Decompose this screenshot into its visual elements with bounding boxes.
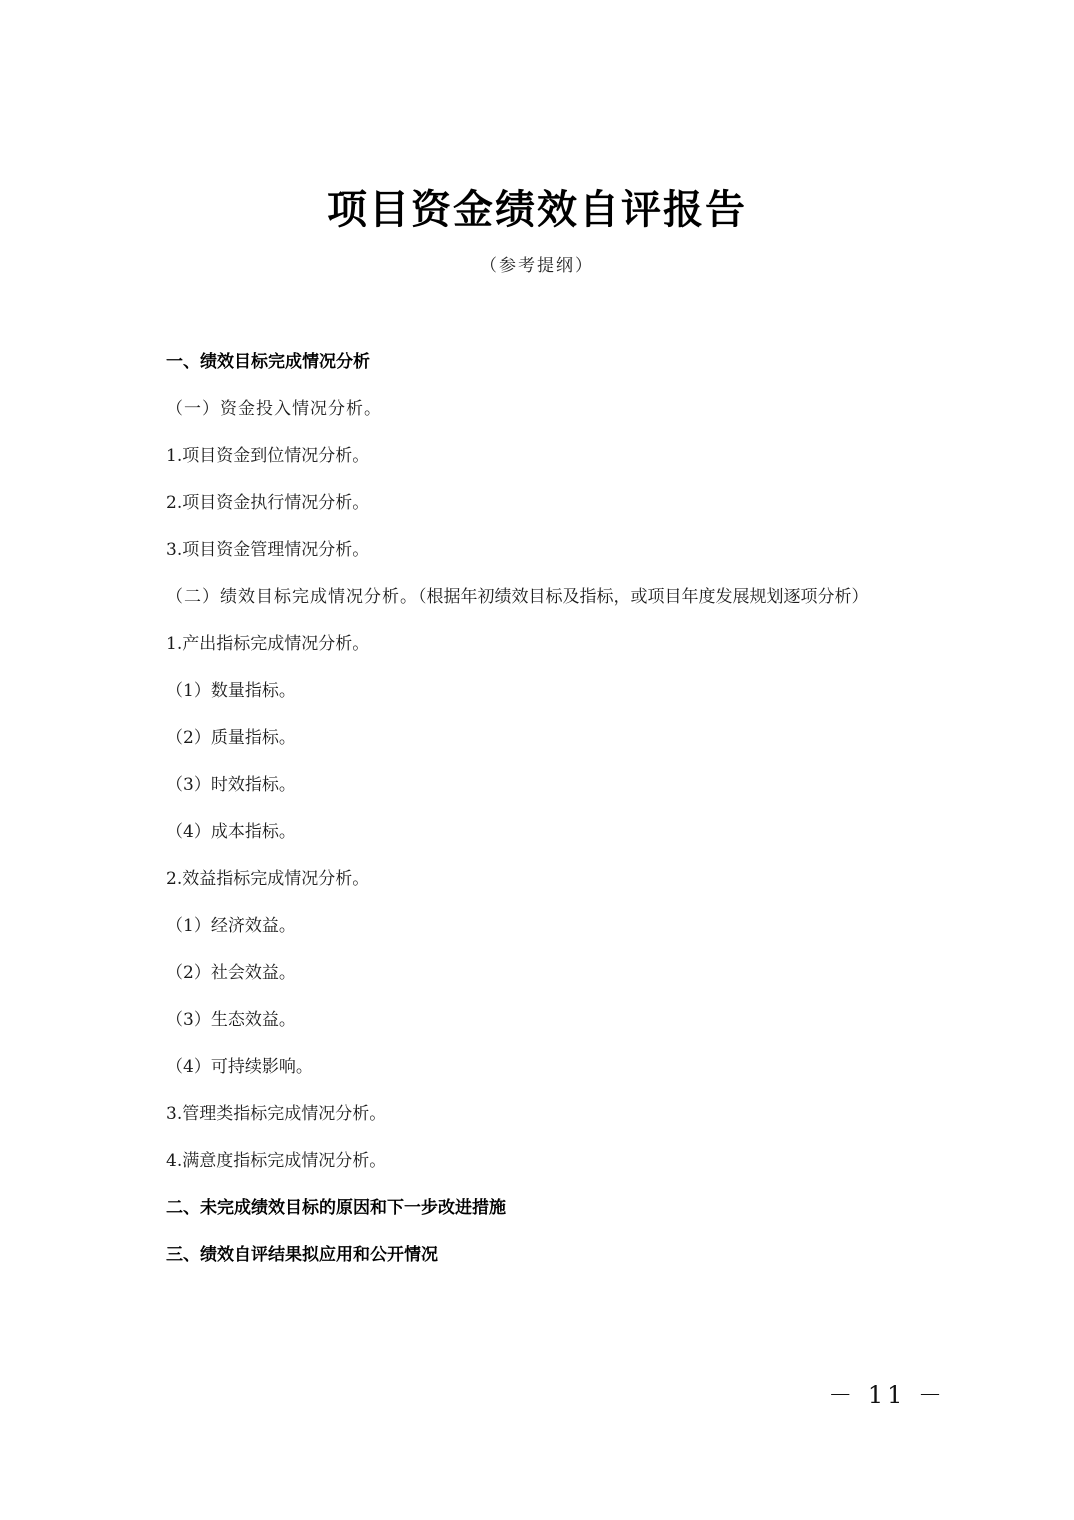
outline <box>166 347 966 1287</box>
outline-item: 3.管理类指标完成情况分析。 <box>166 1104 387 1124</box>
page-number: － 11 － <box>828 1381 946 1409</box>
document-title: 项目资金绩效自评报告 <box>327 187 747 233</box>
outline-item: （1）经济效益。 <box>166 916 296 936</box>
outline-item: 2.项目资金执行情况分析。 <box>166 493 370 513</box>
section-heading-3: 三、绩效自评结果拟应用和公开情况 <box>166 1245 438 1265</box>
document-subtitle: （参考提纲） <box>480 256 594 276</box>
section-heading-2: 二、未完成绩效目标的原因和下一步改进措施 <box>166 1198 506 1218</box>
subsection-1: （一）资金投入情况分析。 <box>166 399 382 419</box>
outline-item: （2）质量指标。 <box>166 728 296 748</box>
outline-item: （4）成本指标。 <box>166 822 296 842</box>
outline-item: 4.满意度指标完成情况分析。 <box>166 1151 387 1171</box>
outline-item: （3）时效指标。 <box>166 775 296 795</box>
outline-item: 2.效益指标完成情况分析。 <box>166 869 370 889</box>
section-heading-1: 一、绩效目标完成情况分析 <box>166 352 370 372</box>
outline-item: （1）数量指标。 <box>166 681 296 701</box>
subsection-2-note: （根据年初绩效目标及指标，或项目年度发展规划逐项分析） <box>418 587 869 607</box>
outline-item: （4）可持续影响。 <box>166 1057 313 1077</box>
subsection-2-label: （二）绩效目标完成情况分析。 <box>166 587 418 607</box>
outline-item: （2）社会效益。 <box>166 963 296 983</box>
outline-item: 1.项目资金到位情况分析。 <box>166 446 370 466</box>
outline-item: （3）生态效益。 <box>166 1010 296 1030</box>
outline-item: 1.产出指标完成情况分析。 <box>166 634 370 654</box>
outline-item: 3.项目资金管理情况分析。 <box>166 540 370 560</box>
subsection-2 <box>166 582 966 629</box>
